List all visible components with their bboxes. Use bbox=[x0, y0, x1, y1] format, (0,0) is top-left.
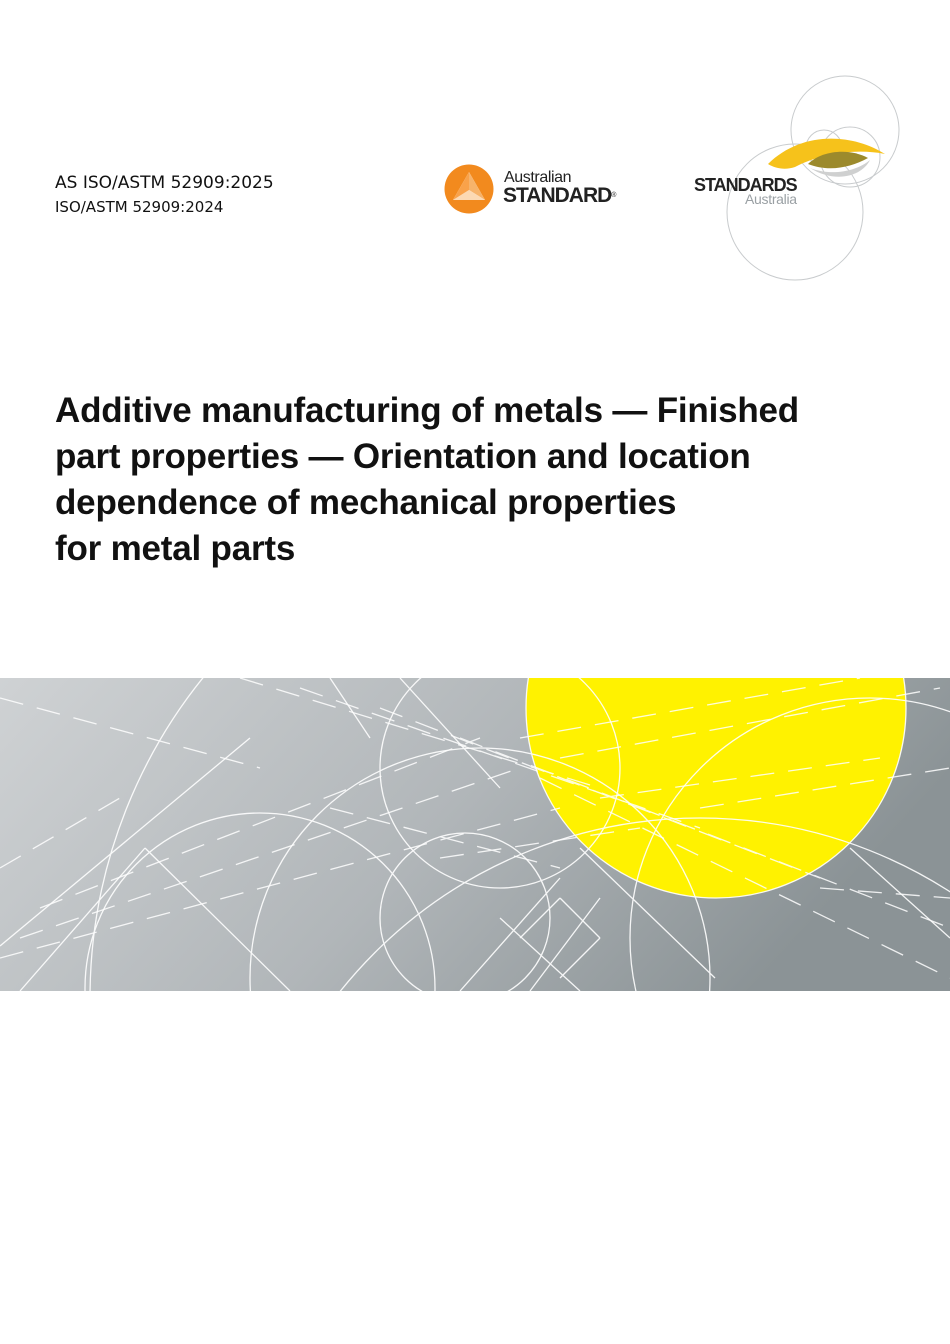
document-numbers bbox=[55, 172, 274, 218]
orange-triangle-icon bbox=[444, 164, 494, 214]
standards-australia-word1: STANDARDS bbox=[694, 175, 797, 195]
document-number-primary: AS ISO/ASTM 52909:2025 bbox=[55, 173, 274, 193]
australian-standard-word2-text: STANDARD bbox=[503, 184, 612, 207]
cover-graphic-band bbox=[0, 678, 950, 991]
australian-standard-logo bbox=[444, 164, 634, 216]
standards-australia-word2: Australia bbox=[745, 191, 797, 207]
australian-standard-word2 bbox=[503, 184, 616, 208]
title-line-2: part properties — Orientation and location bbox=[55, 437, 751, 476]
geometric-arcs-graphic bbox=[0, 678, 950, 991]
document-title bbox=[55, 388, 915, 572]
title-line-1: Additive manufacturing of metals — Finished bbox=[55, 391, 799, 430]
title-line-4: for metal parts bbox=[55, 529, 296, 568]
title-line-3: dependence of mechanical properties bbox=[55, 483, 677, 522]
standards-australia-logo bbox=[690, 72, 905, 284]
document-number-secondary: ISO/ASTM 52909:2024 bbox=[55, 198, 224, 216]
australian-standard-word1: Australian bbox=[504, 169, 572, 186]
registered-mark: ® bbox=[611, 192, 617, 199]
